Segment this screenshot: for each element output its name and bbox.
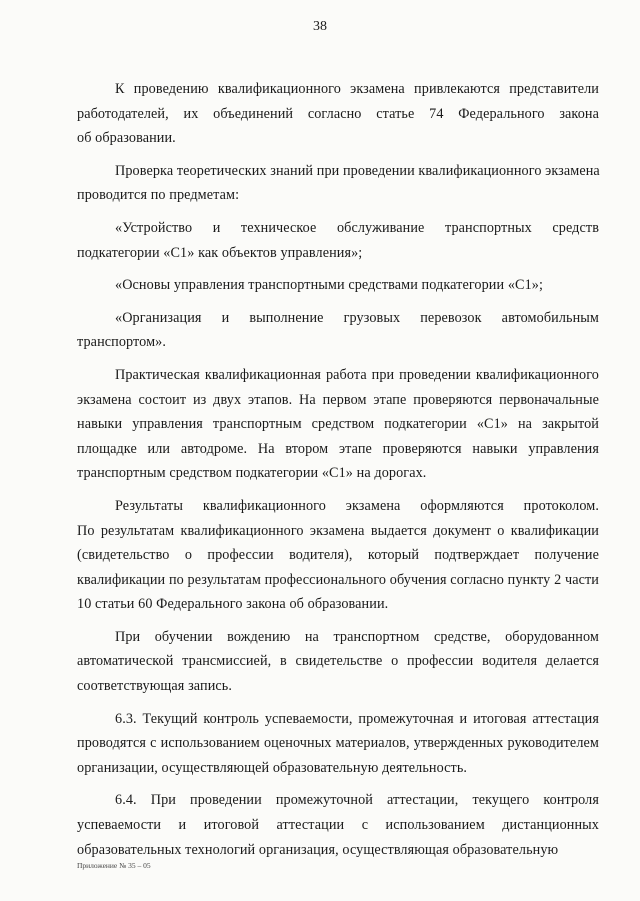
text-line: проводится по предметам: xyxy=(77,187,240,204)
text-line: навыки управления транспортным средством подкатегории «С1» на закрытой xyxy=(77,416,599,433)
text-line: 6.4. При проведении промежуточной аттестации, текущего контроля xyxy=(115,792,599,809)
text-line: 10 статьи 60 Федерального закона об образовании. xyxy=(77,596,389,613)
text-line: «Устройство и техническое обслуживание транспортных средств xyxy=(115,219,599,236)
text-line: площадке или автодроме. На втором этапе проверяются навыки управления xyxy=(77,440,599,457)
text-line: успеваемости и итоговой аттестации с использованием дистанционных xyxy=(77,817,599,834)
text-line: подкатегории «С1» как объектов управления»; xyxy=(77,244,363,261)
text-line: образовательных технологий организация, осуществляющая образовательную xyxy=(77,841,559,858)
text-line: об образовании. xyxy=(77,130,176,147)
text-line: квалификации по результатам профессионального обучения согласно пункту 2 части xyxy=(77,571,599,588)
paragraph xyxy=(77,494,599,617)
paragraph xyxy=(77,273,599,298)
page-number: 38 xyxy=(313,19,327,34)
paragraph xyxy=(77,363,599,486)
paragraph xyxy=(77,707,599,781)
text-line: «Основы управления транспортными средствами подкатегории «С1»; xyxy=(115,277,544,294)
text-line: Проверка теоретических знаний при проведении квалификационного экзамена xyxy=(115,162,600,179)
paragraph xyxy=(77,625,599,699)
paragraph xyxy=(77,159,599,208)
text-line: (свидетельство о профессии водителя), который подтверждает получение xyxy=(77,547,599,564)
text-line: организации, осуществляющей образовательную деятельность. xyxy=(77,759,468,776)
text-line: автоматической трансмиссией, в свидетельстве о профессии водителя делается xyxy=(77,653,599,670)
text-line: проводятся с использованием оценочных материалов, утвержденных руководителем xyxy=(77,735,599,752)
text-line: По результатам квалификационного экзамена выдается документ о квалификации xyxy=(77,522,599,539)
paragraph xyxy=(77,788,599,862)
paragraph xyxy=(77,77,599,151)
text-line: Результаты квалификационного экзамена оформляются протоколом. xyxy=(115,497,599,514)
text-line: К проведению квалификационного экзамена привлекаются представители xyxy=(115,81,599,97)
document-body xyxy=(77,77,599,870)
text-line: Практическая квалификационная работа при проведении квалификационного xyxy=(115,366,599,383)
text-line: соответствующая запись. xyxy=(77,678,232,695)
text-line: транспортом». xyxy=(77,334,167,351)
text-line: экзамена состоит из двух этапов. На первом этапе проверяются первоначальные xyxy=(77,391,599,408)
paragraph xyxy=(77,216,599,265)
paragraph xyxy=(77,306,599,355)
text-line: работодателей, их объединений согласно статье 74 Федерального закона xyxy=(77,105,599,122)
text-line: 6.3. Текущий контроль успеваемости, промежуточная и итоговая аттестация xyxy=(115,710,599,727)
page-footer: Приложение № 35 – 05 xyxy=(77,861,151,870)
text-line: При обучении вождению на транспортном средстве, оборудованном xyxy=(115,628,599,645)
text-line: «Организация и выполнение грузовых перевозок автомобильным xyxy=(115,309,599,326)
text-line: транспортным средством подкатегории «С1» на дорогах. xyxy=(77,465,427,482)
